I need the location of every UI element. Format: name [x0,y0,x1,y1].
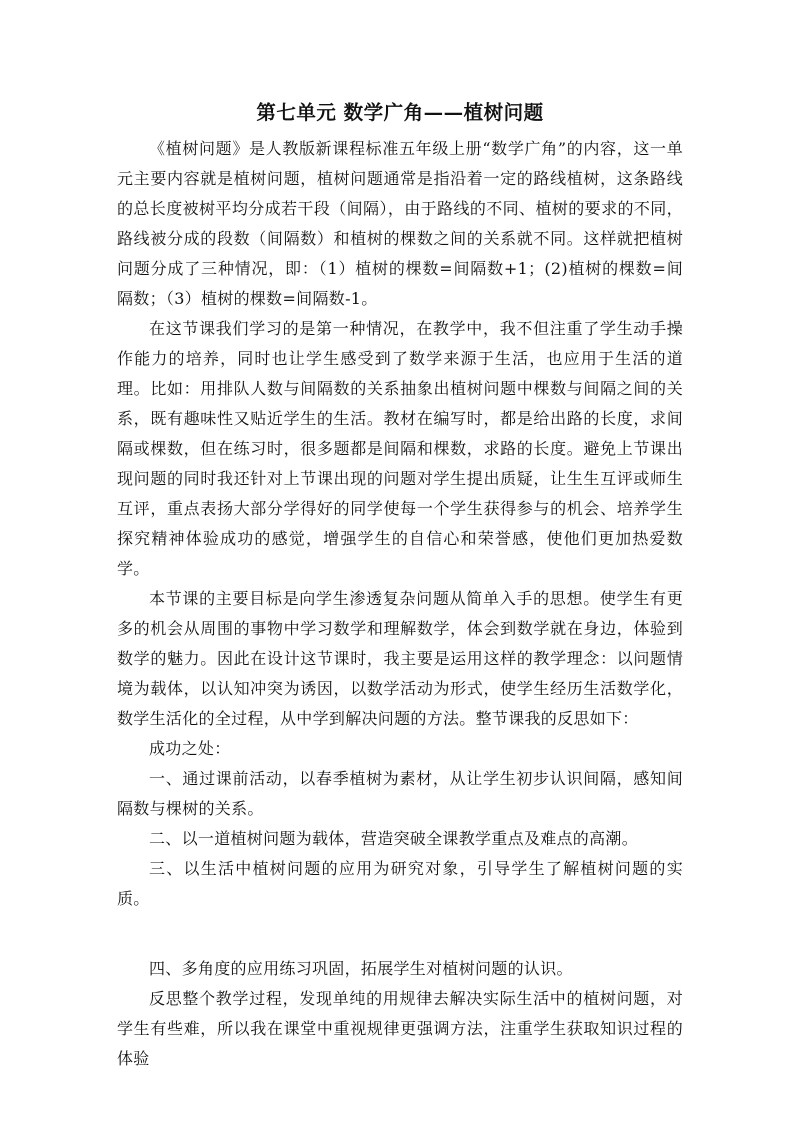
paragraph-success-heading: 成功之处： [149,739,231,758]
paragraph-success-1: 一、通过课前活动，以春季植树为素材，从让学生初步认识间隔，感知间隔数与棵树的关系。 [117,769,683,818]
paragraph-reflection: 反思整个教学过程，发现单纯的用规律去解决实际生活中的植树问题，对学生有些难，所以我在课堂中重视规律更强调方法，注重学生获取知识过程的体验 [117,989,683,1068]
paragraph-success-3: 三、以生活中植树问题的应用为研究对象，引导学生了解植树问题的实质。 [117,859,683,908]
paragraph-intro: 《植树问题》是人教版新课程标准五年级上册“数学广角”的内容，这一单元主要内容就是植树问题，植树问题通常是指沿着一定的路线植树，这条路线的总长度被树平均分成若干段（间隔），由于路线的不同、植树的要求的不同，路线被分成的段数（间隔数）和植树的棵数之间的关系就不同。这样就把植树问题分成了三种情况，即：（1）植树的棵数=间隔数+1；(2)植树的棵数=间隔数；（3）植树的棵数=间隔数-1。 [117,139,683,308]
document-title: 第七单元 数学广角——植树问题 [256,101,544,124]
blank-line [117,914,683,954]
paragraph-teaching: 在这节课我们学习的是第一种情况，在教学中，我不但注重了学生动手操作能力的培养，同时也让学生感受到了数学来源于生活，也应用于生活的道理。比如：用排队人数与间隔数的关系抽象出植树问题中棵数与间隔之间的关系，既有趣味性又贴近学生的生活。教材在编写时，都是给出路的长度，求间隔或棵数，但在练习时，很多题都是间隔和棵数，求路的长度。避免上节课出现问题的同时我还针对上节课出现的问题对学生提出质疑，让生生互评或师生互评，重点表扬大部分学得好的同学使每一个学生获得参与的机会、培养学生探究精神体验成功的感觉，增强学生的自信心和荣誉感，使他们更加热爱数学。 [117,319,683,578]
paragraph-success-4: 四、多角度的应用练习巩固，拓展学生对植树问题的认识。 [149,959,573,978]
paragraph-success-2: 二、以一道植树问题为载体，营造突破全课教学重点及难点的高潮。 [149,829,639,848]
paragraph-goals: 本节课的主要目标是向学生渗透复杂问题从简单入手的思想。使学生有更多的机会从周围的事物中学习数学和理解数学，体会到数学就在身边，体验到数学的魅力。因此在设计这节课时，我主要是运用这样的教学理念：以问题情境为载体，以认知冲突为诱因，以数学活动为形式，使学生经历生活数学化，数学生活化的全过程，从中学到解决问题的方法。整节课我的反思如下： [117,589,683,728]
document-page [117,100,683,1074]
